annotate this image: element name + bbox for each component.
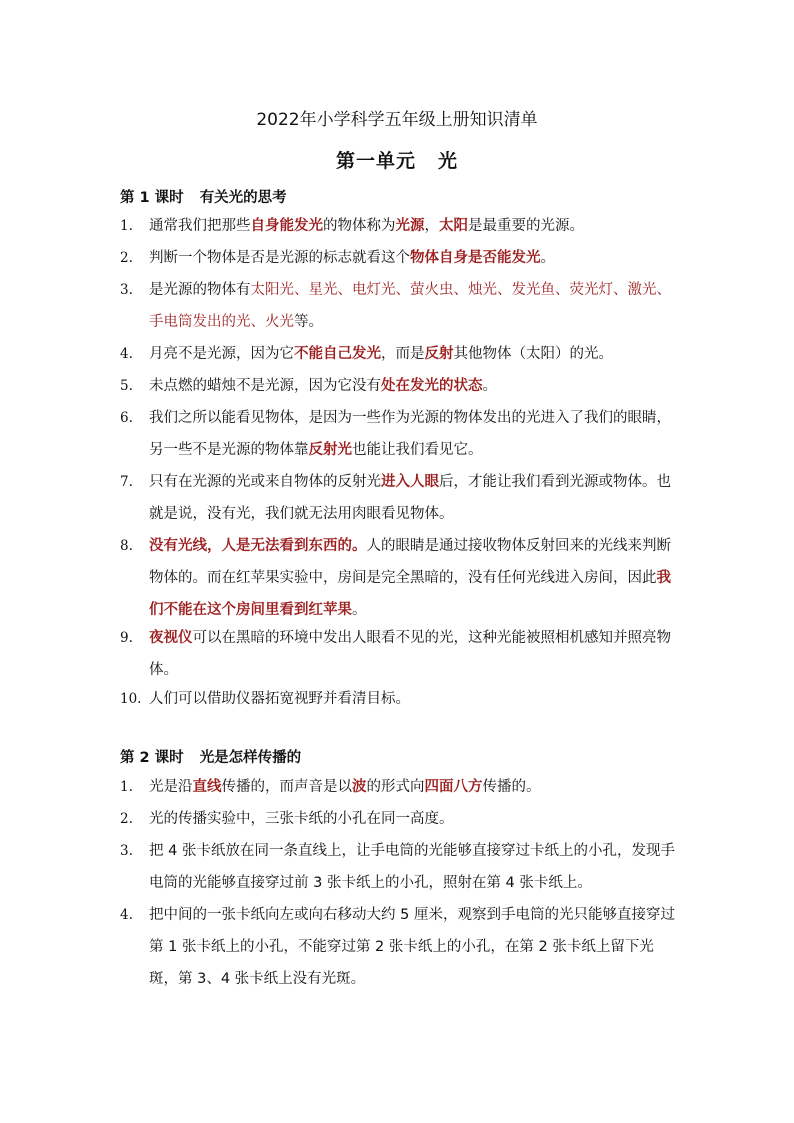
text-segment: 。 xyxy=(482,378,497,394)
item-number: 8. xyxy=(120,538,133,554)
item-text xyxy=(149,402,680,466)
item-text xyxy=(149,622,680,686)
text-segment: 。 xyxy=(540,250,555,266)
text-segment: ，而是 xyxy=(381,346,425,362)
highlighted-text: 反射光 xyxy=(308,442,352,458)
highlighted-text: 物体自身是否能发光 xyxy=(410,250,541,266)
item-text xyxy=(149,466,680,530)
highlighted-text: 直线 xyxy=(192,779,222,795)
item-number: 1. xyxy=(120,218,133,234)
item-text xyxy=(149,803,680,835)
item-text xyxy=(149,338,680,370)
item-text xyxy=(149,530,680,626)
lesson-2-heading xyxy=(120,746,301,767)
highlighted-text: 波 xyxy=(352,779,367,795)
text-segment: 的物体称为 xyxy=(323,218,396,234)
item-number: 3. xyxy=(120,843,133,859)
text-segment: 未点燃的蜡烛不是光源，因为它没有 xyxy=(149,378,381,394)
list-item xyxy=(120,466,680,530)
highlighted-text: 进入人眼 xyxy=(381,474,439,490)
text-segment: 传播的，而声音是以 xyxy=(221,779,352,795)
item-number: 4. xyxy=(120,907,133,923)
text-segment: 是光源的物体有 xyxy=(149,282,251,298)
list-item xyxy=(120,370,680,402)
list-item xyxy=(120,683,680,715)
highlighted-text: 我们不能在这个房间里看到红苹果 xyxy=(149,570,671,618)
list-item xyxy=(120,338,680,370)
text-segment: 只有在光源的光或来自物体的反射光 xyxy=(149,474,381,490)
text-segment: 后，才能让我们看到光源或物体。也就是说，没有光，我们就无法用肉眼看见物体。 xyxy=(149,474,671,522)
text-segment: 光是沿 xyxy=(149,779,193,795)
highlighted-text: 太阳 xyxy=(439,218,468,234)
item-number: 9. xyxy=(120,630,133,646)
list-item xyxy=(120,803,680,835)
unit-name: 第一单元 xyxy=(335,150,416,172)
item-text xyxy=(149,210,680,242)
lesson-number: 第 2 课时 xyxy=(120,750,184,766)
text-segment: 其他物体（太阳）的光。 xyxy=(453,346,613,362)
list-item xyxy=(120,899,680,995)
highlighted-text: 四面八方 xyxy=(424,779,483,795)
text-segment: 人的眼睛是通过接收物体反射回来的光线来判断物体的。而在红苹果实验中，房间是完全黑暗的，没有任何光线进入房间，因此 xyxy=(149,538,671,586)
item-number: 10. xyxy=(120,691,142,707)
item-text xyxy=(149,683,680,715)
item-number: 5. xyxy=(120,378,133,394)
item-text xyxy=(149,274,680,338)
lesson-number: 第 1 课时 xyxy=(120,190,184,206)
text-segment: 判断一个物体是否是光源的标志就看这个 xyxy=(149,250,410,266)
item-number: 3. xyxy=(120,282,133,298)
item-number: 1. xyxy=(120,779,133,795)
text-segment: 光的传播实验中，三张卡纸的小孔在同一高度。 xyxy=(149,811,454,827)
highlighted-text: 太阳光、星光、电灯光、萤火虫、烛光、发光鱼、荧光灯、激光、手电筒发出的光、火光 xyxy=(149,282,671,330)
list-item xyxy=(120,530,680,626)
list-item xyxy=(120,402,680,466)
item-text xyxy=(149,771,680,803)
lesson-title: 有关光的思考 xyxy=(199,190,287,206)
text-segment: 等。 xyxy=(294,314,323,330)
list-item xyxy=(120,242,680,274)
unit-topic: 光 xyxy=(438,150,459,172)
list-item xyxy=(120,274,680,338)
text-segment: 把中间的一张卡纸向左或向右移动大约 5 厘米，观察到手电筒的光只能够直接穿过第 1 张卡纸上的小孔，不能穿过第 2 张卡纸上的小孔，在第 2 张卡纸上留下光斑，第 3、4 张卡纸上没有光斑。 xyxy=(149,907,675,987)
highlighted-text: 不能自己发光 xyxy=(294,346,381,362)
highlighted-text: 处在发光的状态 xyxy=(381,378,483,394)
text-segment: 人们可以借助仪器拓宽视野并看清目标。 xyxy=(149,691,410,707)
text-segment: 是最重要的光源。 xyxy=(468,218,584,234)
text-segment: 。 xyxy=(352,602,367,618)
item-text xyxy=(149,242,680,274)
item-number: 2. xyxy=(120,250,133,266)
item-number: 6. xyxy=(120,410,133,426)
item-number: 4. xyxy=(120,346,133,362)
list-item xyxy=(120,210,680,242)
lesson-title: 光是怎样传播的 xyxy=(199,750,302,766)
highlighted-text: 夜视仪 xyxy=(149,630,193,646)
list-item xyxy=(120,622,680,686)
highlighted-text: 反射 xyxy=(424,346,454,362)
item-number: 7. xyxy=(120,474,133,490)
text-segment: 传播的。 xyxy=(482,779,541,795)
text-segment: 也能让我们看见它。 xyxy=(352,442,483,458)
list-item xyxy=(120,835,680,899)
lesson-1-heading xyxy=(120,186,287,207)
item-number: 2. xyxy=(120,811,133,827)
item-text xyxy=(149,899,680,995)
highlighted-text: 没有光线，人是无法看到东西的。 xyxy=(149,538,367,554)
item-text xyxy=(149,370,680,402)
text-segment: 把 4 张卡纸放在同一条直线上，让手电筒的光能够直接穿过卡纸上的小孔，发现手电筒的光能够直接穿过前 3 张卡纸上的小孔，照射在第 4 张卡纸上。 xyxy=(149,843,675,891)
text-segment: ， xyxy=(424,218,439,234)
text-segment: 通常我们把那些 xyxy=(149,218,251,234)
list-item xyxy=(120,771,680,803)
text-segment: 的形式向 xyxy=(366,779,425,795)
highlighted-text: 光源 xyxy=(395,218,425,234)
item-text xyxy=(149,835,680,899)
text-segment: 可以在黑暗的环境中发出人眼看不见的光，这种光能被照相机感知并照亮物体。 xyxy=(149,630,671,678)
text-segment: 月亮不是光源，因为它 xyxy=(149,346,294,362)
unit-heading xyxy=(0,146,794,173)
highlighted-text: 自身能发光 xyxy=(250,218,323,234)
document-title: 2022年小学科学五年级上册知识清单 xyxy=(256,110,538,130)
text-segment: 我们之所以能看见物体，是因为一些作为光源的物体发出的光进入了我们的眼睛，另一些不是光源的物体靠 xyxy=(149,410,671,458)
